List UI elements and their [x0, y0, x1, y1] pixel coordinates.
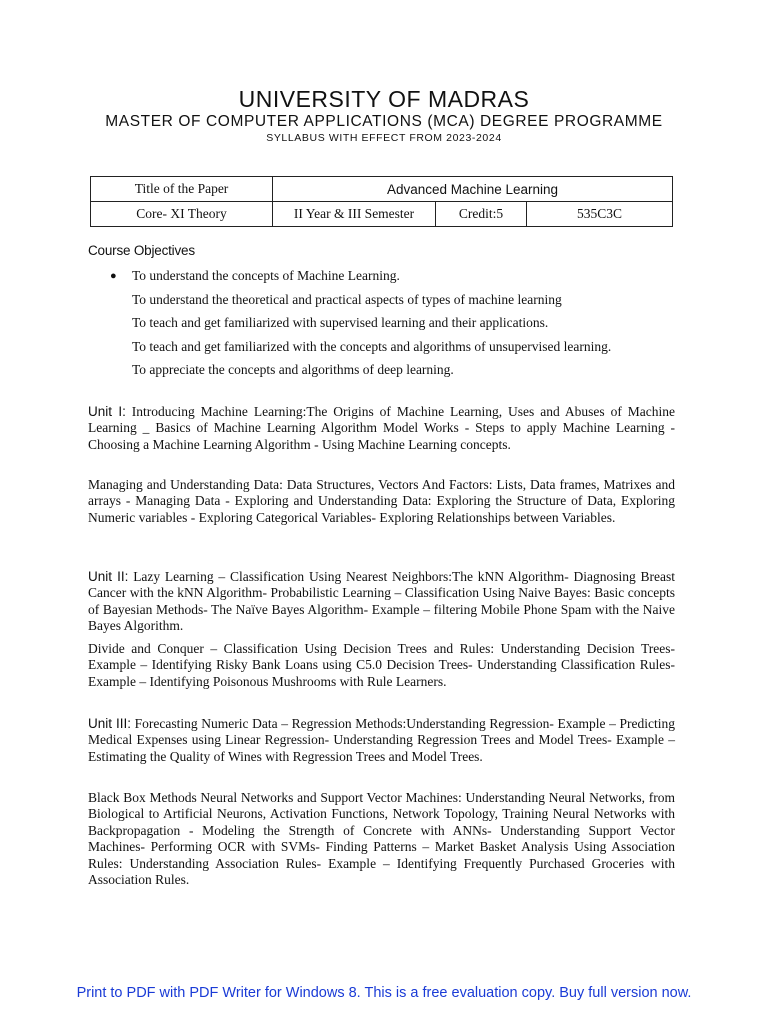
unit-1-paragraph-1 — [88, 404, 675, 453]
unit-1-label: Unit I: — [88, 404, 126, 419]
course-objectives-heading: Course Objectives — [88, 243, 195, 258]
bullet-icon: ● — [110, 270, 117, 282]
objective-item: To teach and get familiarized with the concepts and algorithms of unsupervised learning. — [132, 339, 612, 354]
title-label-cell: Title of the Paper — [91, 177, 273, 202]
unit-3-paragraph-1 — [88, 716, 675, 765]
credit-cell: Credit:5 — [436, 202, 527, 227]
core-cell: Core- XI Theory — [91, 202, 273, 227]
table-row — [91, 177, 673, 202]
year-semester-cell: II Year & III Semester — [273, 202, 436, 227]
objective-item: To understand the theoretical and practical aspects of types of machine learning — [132, 292, 562, 307]
objective-item: To understand the concepts of Machine Learning. — [132, 268, 400, 283]
code-cell: 535C3C — [527, 202, 673, 227]
objective-item: To appreciate the concepts and algorithms of deep learning. — [132, 362, 454, 377]
university-title: UNIVERSITY OF MADRAS — [238, 86, 530, 112]
table-row — [91, 202, 673, 227]
objective-item: To teach and get familiarized with supervised learning and their applications. — [132, 315, 549, 330]
unit-3-paragraph-2: Black Box Methods Neural Networks and Support Vector Machines: Understanding Neural Networks, from Biological to Artificial Neurons, Activation Functions, Network Topology, Training Neural Networks with Backpropagation - Modeling the Strength of Concrete with ANNs- Understanding Support Vector Machines- Performing OCR with SVMs- Finding Patterns – Market Basket Analysis Using Association Rules: Understanding Association Rules- Example – Identifying Frequently Purchased Groceries with Association Rules. — [88, 790, 675, 888]
unit-3-text-1: Forecasting Numeric Data – Regression Methods:Understanding Regression- Example – Predicting Medical Expenses using Linear Regression- Understanding Regression Trees and Model Trees- Example – Estimating the Quality of Wines with Regression Trees and Model Trees. — [88, 716, 676, 764]
paper-title-cell: Advanced Machine Learning — [273, 177, 673, 202]
unit-2-text-1: Lazy Learning – Classification Using Nearest Neighbors:The kNN Algorithm- Diagnosing Breast Cancer with the kNN Algorithm- Probabilistic Learning – Classification Using Naive Bayes: Basic concepts of Bayesian Methods- The Naïve Bayes Algorithm- Example – filtering Mobile Phone Spam with the Naive Bayes Algorithm. — [88, 569, 676, 634]
programme-title: MASTER OF COMPUTER APPLICATIONS (MCA) DEGREE PROGRAMME — [105, 113, 663, 130]
unit-2-paragraph-1 — [88, 569, 675, 635]
pdf-writer-footer-notice: Print to PDF with PDF Writer for Windows 8. This is a free evaluation copy. Buy full version now. — [76, 985, 692, 1001]
paper-info-table — [90, 176, 673, 227]
unit-1-paragraph-2: Managing and Understanding Data: Data Structures, Vectors And Factors: Lists, Data frames, Matrixes and arrays - Managing Data - Exploring and Understanding Data: Exploring the Structure of Data, Exploring Numeric variables - Exploring Categorical Variables- Exploring Relationships between Variables. — [88, 477, 675, 525]
unit-2-paragraph-2: Divide and Conquer – Classification Using Decision Trees and Rules: Understanding Decision Trees- Example – Identifying Risky Bank Loans using C5.0 Decision Trees- Understanding Classification Rules- Example – Identifying Poisonous Mushrooms with Rule Learners. — [88, 641, 675, 689]
unit-1-text-1: Introducing Machine Learning:The Origins of Machine Learning, Uses and Abuses of Machine Learning _ Basics of Machine Learning Algorithm Model Works - Steps to apply Machine Learning - Choosing a Machine Learning Algorithm - Using Machine Learning concepts. — [88, 404, 676, 452]
syllabus-subtitle: SYLLABUS WITH EFFECT FROM 2023-2024 — [266, 132, 502, 144]
unit-2-label: Unit II: — [88, 569, 129, 584]
unit-3-label: Unit III: — [88, 716, 132, 731]
